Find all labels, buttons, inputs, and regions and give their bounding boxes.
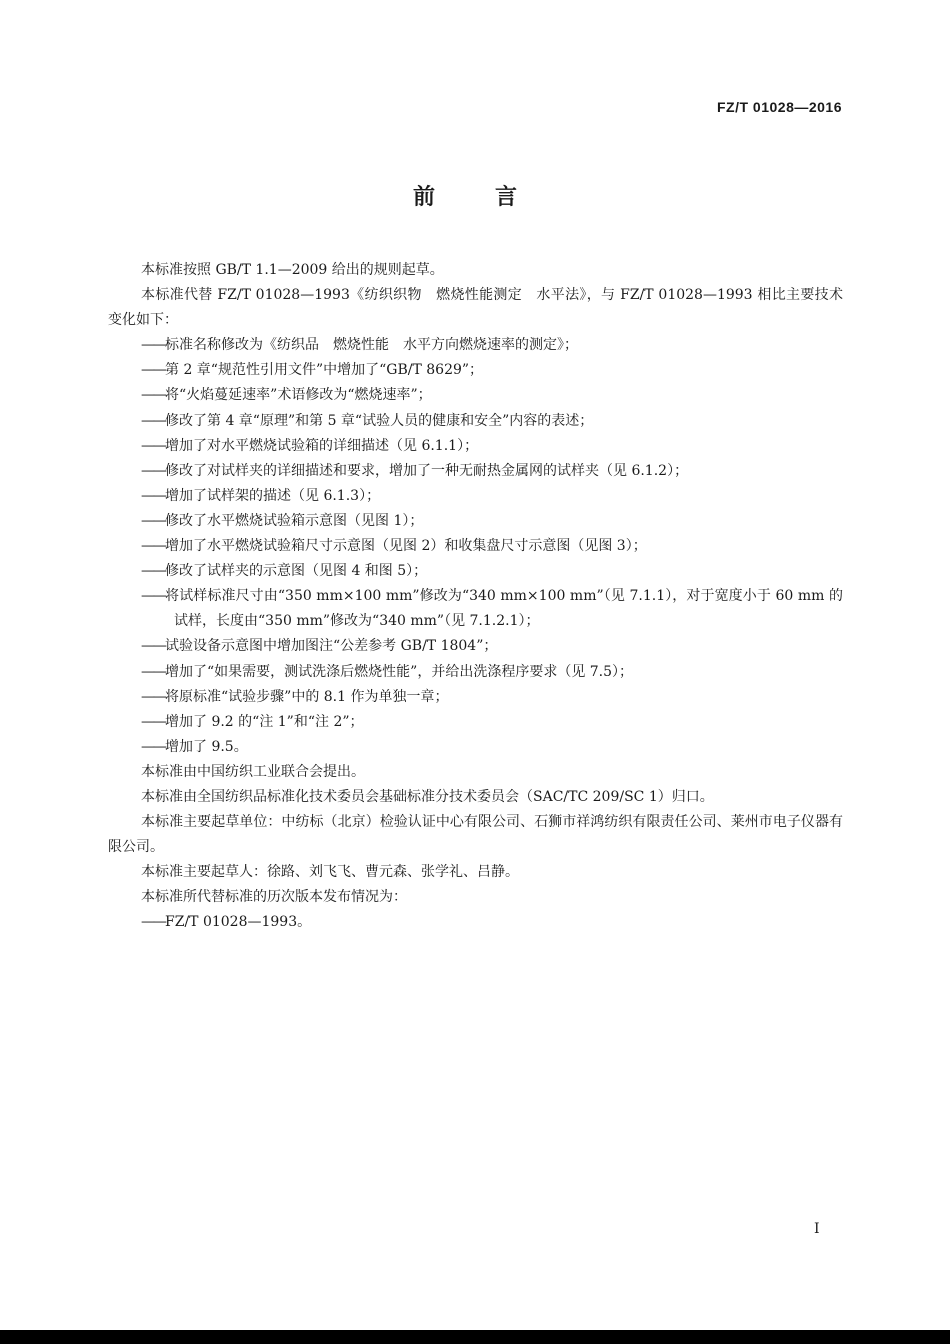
list-item: ——将原标准“试验步骤”中的 8.1 作为单独一章； <box>141 688 449 705</box>
outro-paragraph: 本标准所代替标准的历次版本发布情况为： <box>141 889 407 906</box>
list-item: ——增加了“如果需要，测试洗涤后燃烧性能”，并给出洗涤程序要求（见 7.5）； <box>141 663 634 680</box>
list-item: ——增加了试样架的描述（见 6.1.3）； <box>141 487 381 504</box>
list-item: ——将试样标准尺寸由“350 mm×100 mm”修改为“340 mm×100 mm”（见 7.1.1），对于宽度小于 60 mm 的试样，长度由“350 mm”修改为“340 mm”（见 7.1.2.1）； <box>141 588 843 630</box>
list-item: ——修改了试样夹的示意图（见图 4 和图 5）； <box>141 563 428 580</box>
outro-paragraph: 本标准主要起草单位：中纺标（北京）检验认证中心有限公司、石狮市祥鸿纺织有限责任公司、莱州市电子仪器有限公司。 <box>108 814 843 856</box>
list-item: ——标准名称修改为《纺织品 燃烧性能 水平方向燃烧速率的测定》； <box>141 337 578 354</box>
page-title: 前言 <box>412 185 577 210</box>
intro-paragraph: 本标准按照 GB/T 1.1—2009 给出的规则起草。 <box>141 262 444 278</box>
list-item: ——增加了 9.2 的“注 1”和“注 2”； <box>141 713 364 730</box>
intro-paragraph: 本标准代替 FZ/T 01028—1993《纺织织物 燃烧性能测定 水平法》，与 FZ/T 01028—1993 相比主要技术变化如下： <box>108 287 843 329</box>
outro-paragraph: 本标准主要起草人：徐路、刘飞飞、曹元森、张学礼、吕静。 <box>141 864 519 881</box>
list-item: ——修改了第 4 章“原理”和第 5 章“试验人员的健康和安全”内容的表述； <box>141 412 594 429</box>
page-number: I <box>814 1221 820 1237</box>
changes-list <box>108 333 843 760</box>
standard-code: FZ/T 01028—2016 <box>716 99 842 115</box>
list-item: ——增加了对水平燃烧试验箱的详细描述（见 6.1.1）； <box>141 437 479 454</box>
list-item: ——第 2 章“规范性引用文件”中增加了“GB/T 8629”； <box>141 362 484 379</box>
list-item: ——试验设备示意图中增加图注“公差参考 GB/T 1804”； <box>141 638 498 655</box>
list-item: ——增加了水平燃烧试验箱尺寸示意图（见图 2）和收集盘尺寸示意图（见图 3）； <box>141 538 647 555</box>
foreword-body <box>108 258 843 936</box>
list-item: ——增加了 9.5。 <box>141 738 248 755</box>
outro-paragraph: 本标准由中国纺织工业联合会提出。 <box>141 763 365 780</box>
list-item: ——修改了对试样夹的详细描述和要求，增加了一种无耐热金属网的试样夹（见 6.1.2）； <box>141 462 689 479</box>
bottom-border <box>0 1330 950 1344</box>
list-item: ——将“火焰蔓延速率”术语修改为“燃烧速率”； <box>141 387 432 404</box>
list-item: ——修改了水平燃烧试验箱示意图（见图 1）； <box>141 512 424 529</box>
list-item: ——FZ/T 01028—1993。 <box>141 914 312 931</box>
outro-paragraph: 本标准由全国纺织品标准化技术委员会基础标准分技术委员会（SAC/TC 209/SC 1）归口。 <box>141 788 714 805</box>
